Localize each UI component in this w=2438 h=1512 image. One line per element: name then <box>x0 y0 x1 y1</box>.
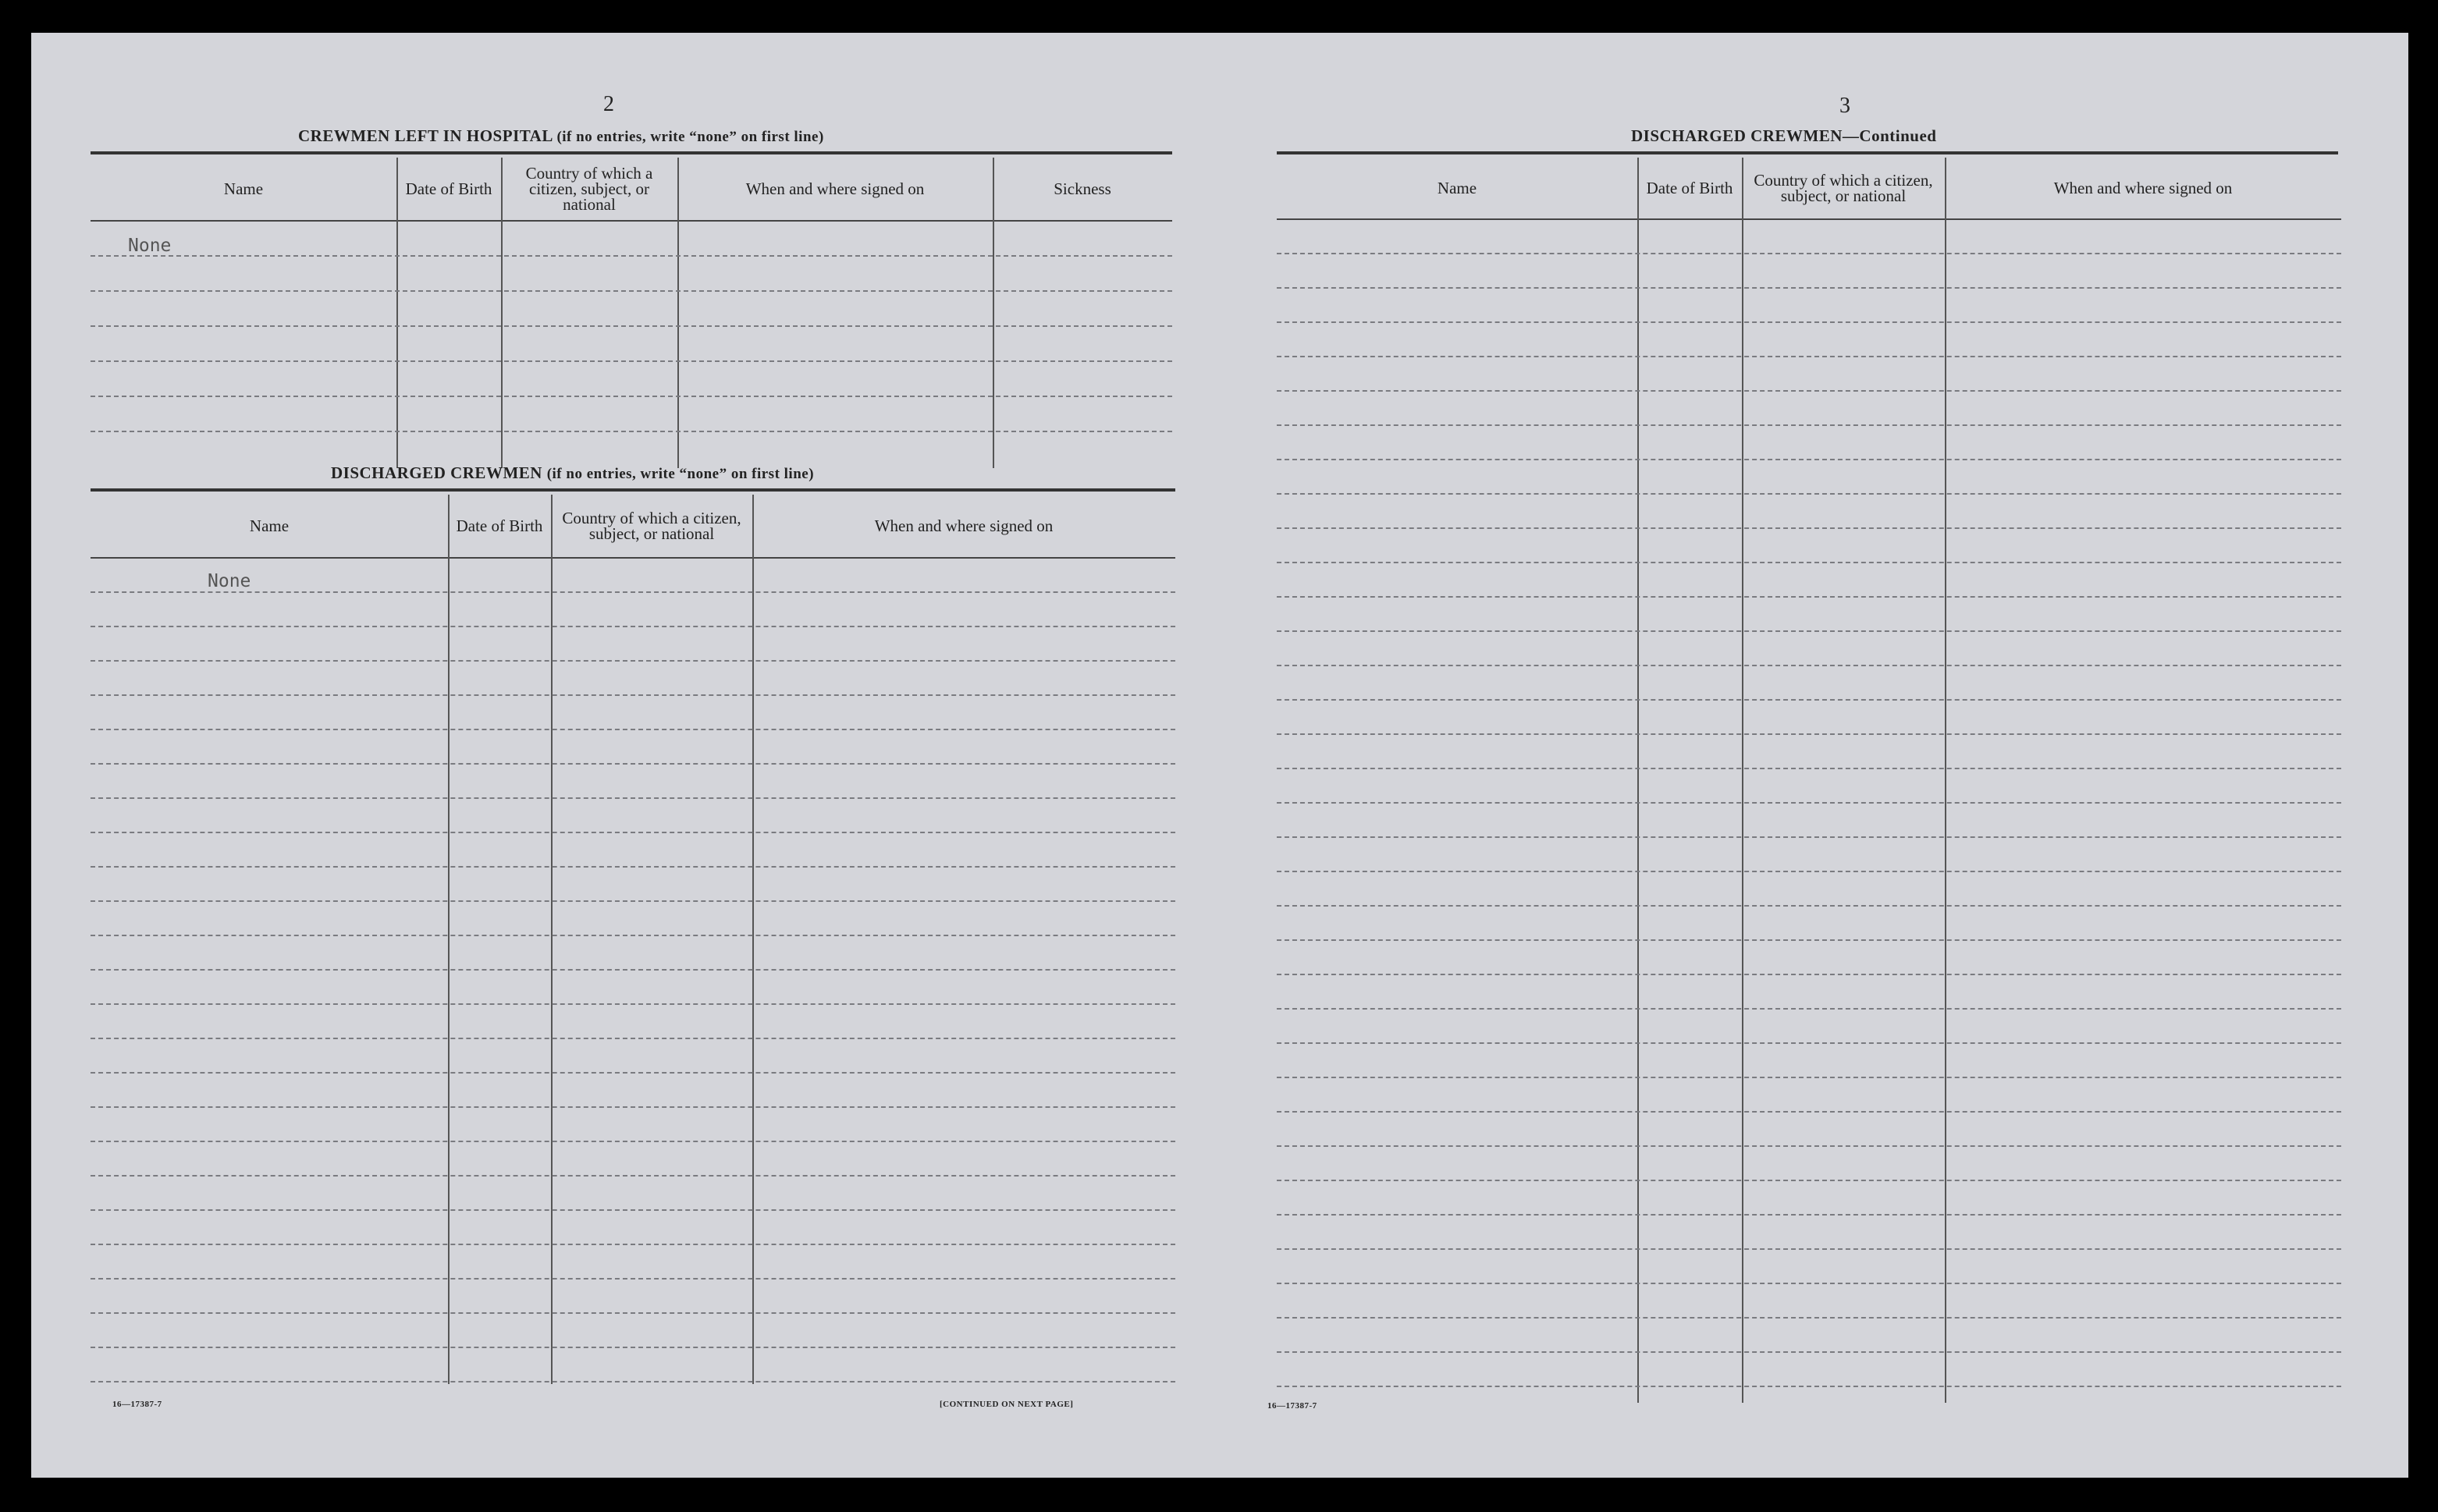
ruled-line <box>91 763 1175 765</box>
column-divider <box>993 158 994 468</box>
ruled-line <box>91 1381 1175 1382</box>
ruled-line <box>91 832 1175 833</box>
col-header-sickness: Sickness <box>1054 179 1111 198</box>
ruled-line <box>1277 905 2341 907</box>
ruled-line <box>91 1209 1175 1211</box>
col-header-country: Country of which a citizen, subject, or national <box>1754 171 1933 205</box>
column-divider <box>1945 158 1946 1403</box>
ruled-line <box>91 1141 1175 1142</box>
ruled-line <box>1277 665 2341 666</box>
column-divider <box>677 158 679 468</box>
hospital-section-title <box>298 126 824 146</box>
entry-none: None <box>128 236 172 256</box>
ruled-line <box>91 255 1172 257</box>
ruled-line <box>91 1175 1175 1177</box>
ruled-line <box>91 866 1175 868</box>
hospital-title-text: CREWMEN LEFT IN HOSPITAL <box>298 126 553 145</box>
ruled-line <box>91 969 1175 971</box>
ruled-line <box>1277 733 2341 735</box>
discharged-section-title <box>331 463 814 483</box>
ruled-line <box>91 396 1172 397</box>
ruled-line <box>1277 939 2341 941</box>
ruled-line <box>91 431 1172 432</box>
page-2 <box>31 33 1202 1478</box>
ruled-line <box>1277 493 2341 495</box>
ruled-line <box>91 1072 1175 1074</box>
col-header-signed-on: When and where signed on <box>745 179 925 198</box>
mid-rule <box>91 488 1175 492</box>
discharged-continued-table <box>1277 158 2341 1403</box>
page-number: 2 <box>603 92 614 116</box>
ruled-line <box>91 660 1175 662</box>
column-divider <box>1637 158 1639 1403</box>
col-header-name: Name <box>1437 179 1477 197</box>
hospital-table <box>91 158 1172 468</box>
ruled-line <box>1277 287 2341 289</box>
ruled-line <box>1277 974 2341 975</box>
ruled-line <box>1277 1111 2341 1113</box>
ruled-line <box>91 1278 1175 1280</box>
col-header-country: Country of which a citizen, subject, or national <box>562 509 741 543</box>
ruled-line <box>91 290 1172 292</box>
ruled-line <box>91 1003 1175 1005</box>
col-header-dob: Date of Birth <box>456 516 543 535</box>
ruled-line <box>1277 699 2341 701</box>
ruled-line <box>91 591 1175 593</box>
ruled-line <box>91 626 1175 627</box>
ruled-line <box>1277 836 2341 838</box>
ruled-line <box>1277 1180 2341 1181</box>
ruled-line <box>1277 596 2341 598</box>
ruled-line <box>91 935 1175 936</box>
col-header-name: Name <box>223 179 264 198</box>
ruled-line <box>1277 1145 2341 1147</box>
col-header-signed-on: When and where signed on <box>2053 179 2233 197</box>
ruled-line <box>1277 1351 2341 1353</box>
ruled-line <box>91 694 1175 696</box>
col-header-signed-on: When and where signed on <box>874 516 1054 535</box>
column-divider <box>501 158 503 468</box>
ruled-line <box>1277 1042 2341 1044</box>
col-header-country: Country of which a citizen, subject, or national <box>525 164 653 214</box>
ruled-line <box>1277 321 2341 323</box>
form-number: 16—17387-7 <box>112 1400 162 1409</box>
ruled-line <box>91 1312 1175 1314</box>
ruled-line <box>1277 527 2341 529</box>
ruled-line <box>1277 630 2341 632</box>
ruled-line <box>1277 768 2341 769</box>
discharged-continued-title: DISCHARGED CREWMEN—Continued <box>1631 126 1937 145</box>
ruled-line <box>1277 1008 2341 1010</box>
hospital-instruction: (if no entries, write “none” on first line) <box>556 129 824 145</box>
document-sheet <box>31 33 2408 1478</box>
ruled-line <box>91 729 1175 730</box>
ruled-line <box>1277 1077 2341 1078</box>
column-divider <box>396 158 398 468</box>
ruled-line <box>1277 1317 2341 1319</box>
ruled-line <box>91 1106 1175 1108</box>
top-rule <box>1277 151 2338 154</box>
entry-none: None <box>208 571 251 591</box>
ruled-line <box>1277 562 2341 563</box>
ruled-line <box>91 360 1172 362</box>
ruled-line <box>91 797 1175 799</box>
continued-note: [CONTINUED ON NEXT PAGE] <box>940 1400 1074 1409</box>
column-divider <box>551 495 553 1384</box>
ruled-line <box>1277 424 2341 426</box>
ruled-line <box>1277 1248 2341 1250</box>
ruled-line <box>1277 459 2341 460</box>
column-divider <box>1742 158 1743 1403</box>
page-3 <box>1233 33 2408 1478</box>
ruled-line <box>91 900 1175 902</box>
col-header-dob: Date of Birth <box>405 179 492 198</box>
ruled-line <box>91 1347 1175 1348</box>
top-rule <box>91 151 1172 154</box>
discharged-title-text: DISCHARGED CREWMEN <box>331 463 542 482</box>
col-header-name: Name <box>249 516 290 535</box>
ruled-line <box>1277 356 2341 357</box>
ruled-line <box>1277 1386 2341 1387</box>
column-divider <box>752 495 754 1384</box>
ruled-line <box>91 1038 1175 1039</box>
discharged-instruction: (if no entries, write “none” on first line) <box>546 466 815 482</box>
col-header-dob: Date of Birth <box>1646 179 1733 197</box>
ruled-line <box>1277 390 2341 392</box>
discharged-table <box>91 495 1175 1384</box>
ruled-line <box>1277 253 2341 254</box>
ruled-line <box>1277 871 2341 872</box>
page-number: 3 <box>1839 94 1850 118</box>
ruled-line <box>91 1244 1175 1245</box>
ruled-line <box>1277 802 2341 804</box>
ruled-line <box>91 325 1172 327</box>
column-divider <box>448 495 450 1384</box>
ruled-line <box>1277 1283 2341 1284</box>
ruled-line <box>1277 1214 2341 1216</box>
form-number: 16—17387-7 <box>1267 1401 1317 1411</box>
